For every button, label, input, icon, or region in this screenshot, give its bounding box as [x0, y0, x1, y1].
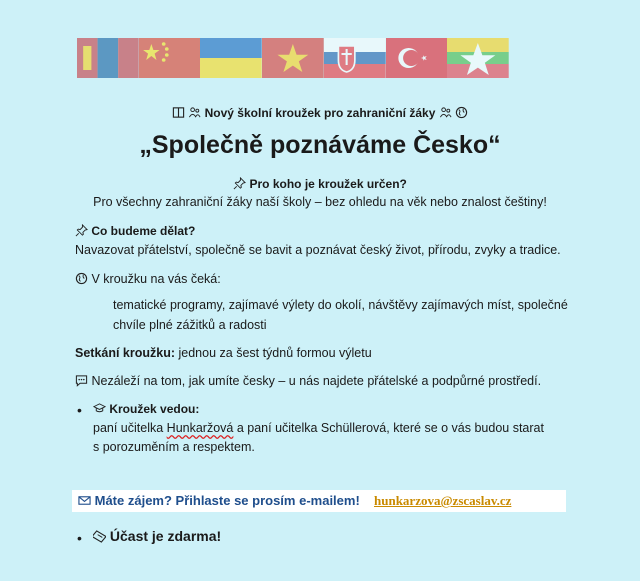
- bullet: •: [77, 530, 82, 546]
- leaders-line-1: [93, 421, 544, 435]
- envelope-icon: [78, 494, 91, 507]
- contact-line: [78, 493, 360, 508]
- for-whom-text: Pro všechny zahraniční žáky naší školy – bez ohledu na věk nebo znalost češtiny!: [93, 195, 547, 209]
- globe-icon: [455, 106, 468, 119]
- subtitle: Nový školní kroužek pro zahraniční žáky: [204, 106, 436, 120]
- note-text: Nezáleží na tom, jak umíte česky – u nás najdete přátelské a podpůrné prostředí.: [91, 374, 542, 388]
- leaders-heading-line: [93, 402, 199, 416]
- bullet: •: [77, 402, 82, 418]
- meetings-text: jednou za šest týdnů formou výletu: [175, 346, 372, 360]
- mongolia-flag: [77, 38, 139, 78]
- people-icon: [188, 106, 201, 119]
- leaders-text-b: a paní učitelka Schüllerová, které se o vás budou starat: [233, 421, 544, 435]
- contact-bar: [72, 490, 566, 512]
- people-icon: [439, 106, 452, 119]
- graduation-cap-icon: [93, 402, 106, 415]
- for-whom-heading-line: [0, 177, 640, 191]
- ticket-icon: [93, 530, 106, 543]
- china-flag: [139, 38, 201, 78]
- contact-text: Máte zájem? Přihlaste se prosím e-mailem!: [94, 493, 360, 508]
- globe-icon: [75, 272, 88, 285]
- activities-text: Navazovat přátelství, společně se bavit a poznávat český život, přírodu, zvyky a tradice.: [75, 243, 561, 257]
- for-whom-heading: Pro koho je kroužek určen?: [249, 177, 407, 191]
- pin-icon: [233, 177, 246, 190]
- free-text: Účast je zdarma!: [109, 528, 222, 544]
- ukraine-flag: [200, 38, 262, 78]
- awaits-heading: V kroužku na vás čeká:: [91, 272, 221, 286]
- slovakia-flag: [324, 38, 386, 78]
- activities-heading: Co budeme dělat?: [91, 224, 196, 238]
- leaders-heading: Kroužek vedou:: [109, 402, 200, 416]
- page-title: „Společně poznáváme Česko“: [139, 131, 501, 159]
- leaders-text-a: paní učitelka: [93, 421, 167, 435]
- awaits-line-2: chvíle plné zážitků a radosti: [113, 318, 267, 332]
- awaits-heading-line: [75, 272, 221, 286]
- leaders-line-2: s porozuměním a respektem.: [93, 440, 255, 454]
- pin-icon: [75, 224, 88, 237]
- awaits-line-1: tematické programy, zajímavé výlety do okolí, návštěvy zajímavých míst, společné: [113, 298, 568, 312]
- leaders-name: Hunkaržová: [166, 421, 234, 435]
- activities-heading-line: [75, 224, 195, 238]
- email-link[interactable]: hunkarzova@zscaslav.cz: [374, 493, 512, 508]
- meetings-label: Setkání kroužku:: [75, 346, 176, 360]
- subtitle-line: [0, 106, 640, 120]
- speech-bubble-icon: [75, 374, 88, 387]
- turkey-flag: [386, 38, 448, 78]
- meetings-line: [75, 346, 372, 360]
- book-icon: [172, 106, 185, 119]
- myanmar-flag: [447, 38, 509, 78]
- note-line: [75, 374, 541, 388]
- flags-banner: [77, 38, 509, 78]
- vietnam-flag: [262, 38, 324, 78]
- free-line: [93, 528, 221, 544]
